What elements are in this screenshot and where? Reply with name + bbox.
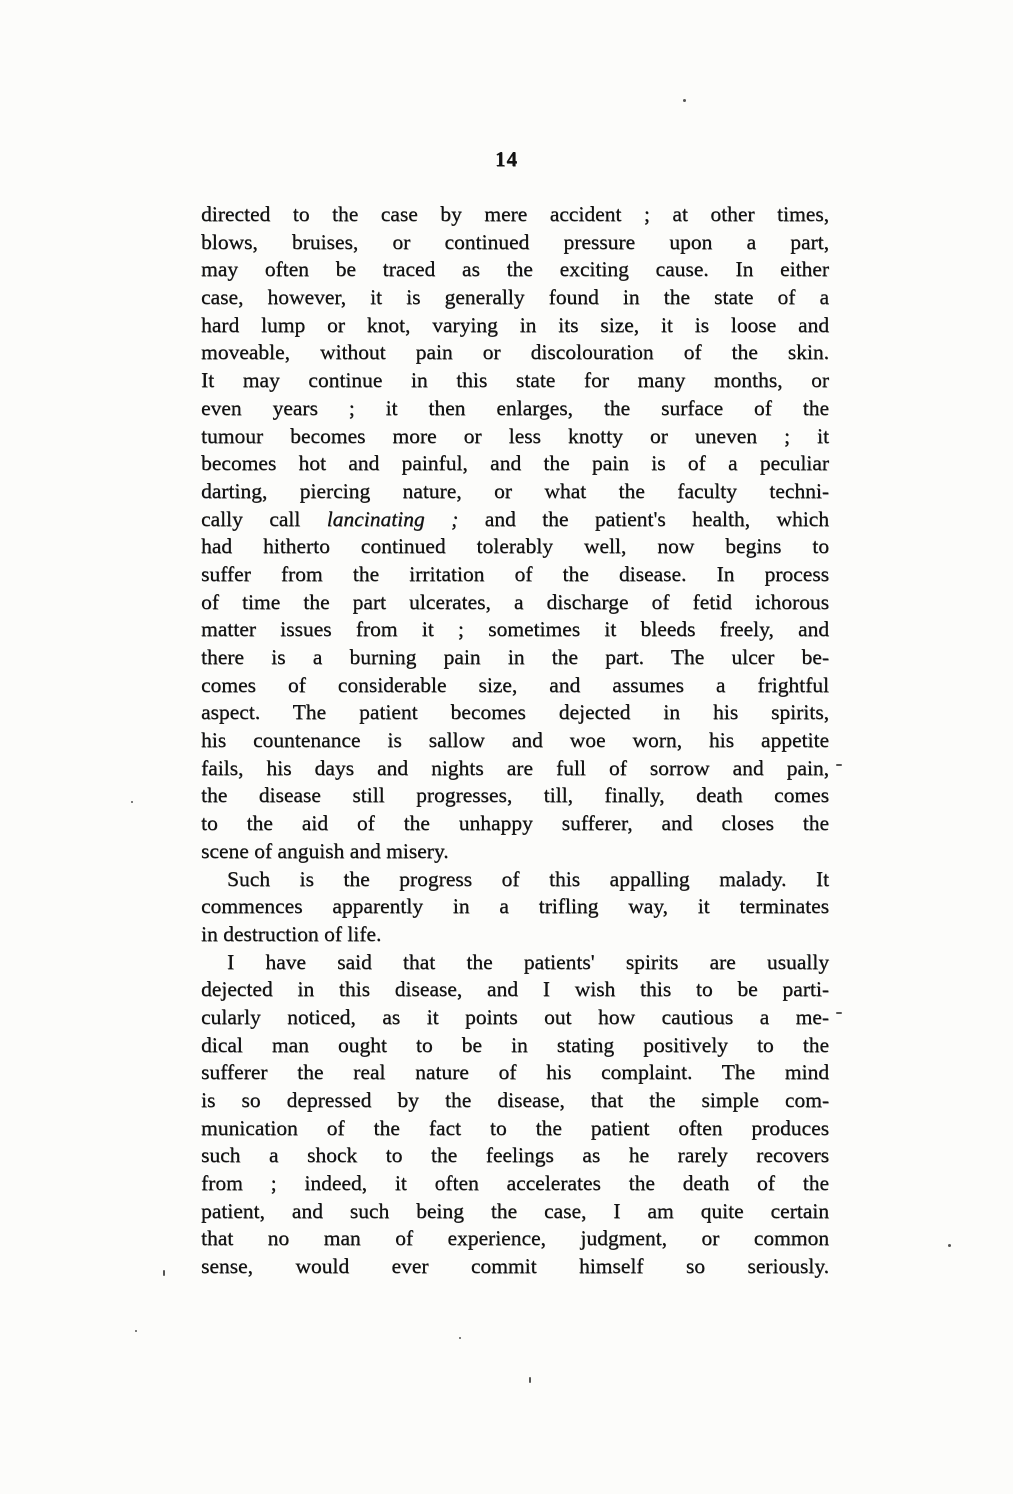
text-line: Such is the progress of this appalling malady. It: [227, 866, 829, 891]
text-line: the disease still progresses, till, finally, death comes: [201, 783, 829, 808]
text-line: fails, his days and nights are full of sorrow and pain,: [201, 755, 829, 780]
text-line: is so depressed by the disease, that the simple com-: [201, 1088, 829, 1112]
text-line: It may continue in this state for many months, or: [201, 368, 829, 393]
text-line: darting, piercing nature, or what the faculty techni-: [201, 478, 829, 503]
scan-speck: [836, 1012, 842, 1014]
text-line: matter issues from it ; sometimes it bleeds freely, and: [201, 617, 829, 642]
text-line: becomes hot and painful, and the pain is of a peculiar: [201, 451, 829, 476]
text-line: sufferer the real nature of his complaint. The mind: [201, 1060, 829, 1085]
text-line: directed to the case by mere accident ; at other times,: [201, 202, 829, 226]
scan-speck: [948, 1244, 951, 1247]
text-line: hard lump or knot, varying in its size, it is loose and: [201, 312, 829, 337]
text-line: from ; indeed, it often accelerates the death of the: [201, 1171, 829, 1196]
text-line: dejected in this disease, and I wish this to be parti-: [201, 977, 829, 1002]
text-line: I have said that the patients' spirits are usually: [227, 949, 829, 974]
scan-speck: [683, 99, 686, 102]
text-line: to the aid of the unhappy sufferer, and closes the: [201, 811, 829, 836]
text-line: may often be traced as the exciting cause. In either: [201, 257, 829, 282]
text-line: that no man of experience, judgment, or common: [201, 1226, 829, 1251]
scan-speck: [459, 1337, 461, 1339]
text-line: moveable, without pain or discolouration of the skin.: [201, 340, 829, 365]
text-line: scene of anguish and misery.: [201, 838, 449, 863]
text-line: aspect. The patient becomes dejected in his spirits,: [201, 700, 829, 725]
text-line: cularly noticed, as it points out how cautious a me-: [201, 1004, 829, 1029]
text-line: case, however, it is generally found in the state of a: [201, 285, 829, 310]
text-line: commences apparently in a trifling way, it terminates: [201, 894, 829, 919]
text-line: his countenance is sallow and woe worn, his appetite: [201, 728, 829, 753]
text-line: tumour becomes more or less knotty or uneven ; it: [201, 423, 829, 448]
scan-speck: [836, 764, 842, 766]
text-line: comes of considerable size, and assumes a frightful: [201, 672, 829, 697]
text-line: munication of the fact to the patient often produces: [201, 1115, 829, 1140]
text-line: of time the part ulcerates, a discharge of fetid ichorous: [201, 589, 829, 614]
text-line: had hitherto continued tolerably well, now begins to: [201, 534, 829, 559]
scan-speck: [135, 1330, 137, 1332]
page-number: 14: [495, 147, 518, 171]
text-line: suffer from the irritation of the disease. In process: [201, 561, 829, 586]
text-line: sense, would ever commit himself so seriously.: [201, 1254, 829, 1279]
scan-speck: [529, 1377, 531, 1383]
page-text-block: [201, 201, 829, 1281]
text-line: such a shock to the feelings as he rarely recovers: [201, 1143, 829, 1168]
text-line: even years ; it then enlarges, the surface of the: [201, 395, 829, 420]
text-line: patient, and such being the case, I am quite certain: [201, 1198, 829, 1223]
text-line: in destruction of life.: [201, 921, 382, 946]
scan-speck: [131, 801, 133, 803]
scan-speck: [163, 1270, 165, 1276]
text-line: cally call lancinating ; and the patient's health, which: [201, 506, 829, 531]
text-line: there is a burning pain in the part. The ulcer be-: [201, 645, 829, 669]
text-line: blows, bruises, or continued pressure upon a part,: [201, 229, 829, 254]
text-line: dical man ought to be in stating positively to the: [201, 1032, 829, 1057]
